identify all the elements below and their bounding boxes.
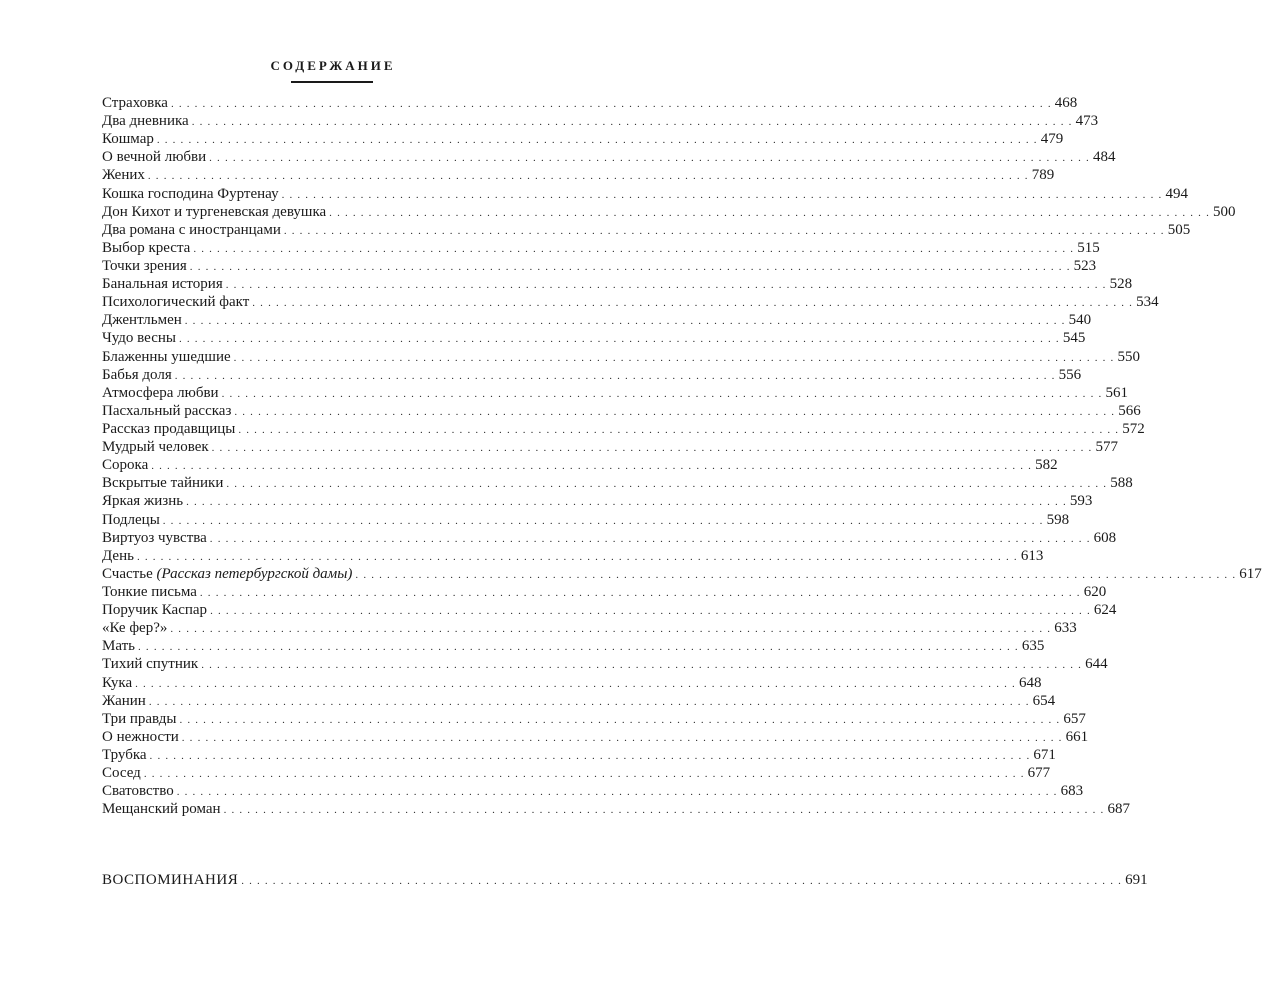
toc-entry: [102, 474, 1133, 492]
entry-page-number: 593: [1069, 493, 1093, 510]
entry-title-text: Тихий спутник: [102, 656, 199, 673]
entry-title-text: Сорока: [102, 457, 149, 474]
toc-entry: [102, 529, 1117, 547]
entry-title: [102, 366, 172, 384]
toc-entry: [102, 348, 1141, 366]
toc-entry: [102, 456, 1058, 474]
entry-title-text: Блаженны ушедшие: [102, 348, 231, 365]
entry-page-number: 644: [1085, 656, 1108, 673]
entry-title: [102, 619, 167, 637]
toc-entry: [102, 492, 1093, 510]
dot-leader: . . . . . . . . . . . . . . . . . . . . . . . . . . . . . . . . . . . . . . . . . . . . . . . . . . . . . . . . . . . . . . . . . . . . . . . . . . . . . . . . . . . . . . . . . . . . . . . . . . . . . . . . . . . . . . . .: [170, 98, 1052, 110]
dot-leader: . . . . . . . . . . . . . . . . . . . . . . . . . . . . . . . . . . . . . . . . . . . . . . . . . . . . . . . . . . . . . . . . . . . . . . . . . . . . . . . . . . . . . . . . . . . . . . . . . . . . . . . . . . . . . . . .: [209, 152, 1091, 165]
entry-page-number: 534: [1136, 294, 1159, 311]
dot-leader: . . . . . . . . . . . . . . . . . . . . . . . . . . . . . . . . . . . . . . . . . . . . . . . . . . . . . . . . . . . . . . . . . . . . . . . . . . . . . . . . . . . . . . . . . . . . . . . . . . . . . . . . . . . . . . . .: [238, 423, 1120, 436]
entry-title-text: Подлецы: [102, 511, 160, 528]
toc-entry: [102, 746, 1056, 764]
toc-entry: [102, 402, 1141, 420]
dot-leader: . . . . . . . . . . . . . . . . . . . . . . . . . . . . . . . . . . . . . . . . . . . . . . . . . . . . . . . . . . . . . . . . . . . . . . . . . . . . . . . . . . . . . . . . . . . . . . . . . . . . . . . . . . . . . . . .: [184, 315, 1066, 328]
toc-entry: [102, 94, 1078, 112]
entry-title-text: Тонкие письма: [102, 583, 197, 600]
entry-page-number: 479: [1040, 131, 1064, 148]
toc-entry: [102, 583, 1107, 601]
dot-leader: . . . . . . . . . . . . . . . . . . . . . . . . . . . . . . . . . . . . . . . . . . . . . . . . . . . . . . . . . . . . . . . . . . . . . . . . . . . . . . . . . . . . . . . . . . . . . . . . . . . . . . . . . . . . . . . .: [223, 804, 1105, 817]
entry-title-text: Психологический факт: [102, 294, 250, 311]
toc-entry: [102, 674, 1042, 692]
entry-title-text: Жених: [102, 167, 145, 184]
entry-page-number: 671: [1033, 746, 1056, 763]
entry-title-text: Кошка господина Фуртенау: [102, 185, 279, 202]
entry-title-text: Сватовство: [102, 783, 174, 800]
table-of-contents: [102, 94, 1262, 818]
entry-title-text: Кошмар: [102, 131, 154, 148]
dot-leader: . . . . . . . . . . . . . . . . . . . . . . . . . . . . . . . . . . . . . . . . . . . . . . . . . . . . . . . . . . . . . . . . . . . . . . . . . . . . . . . . . . . . . . . . . . . . . . . . . . . . . . . . . . . . . . . .: [234, 405, 1116, 418]
entry-page-number: 550: [1117, 348, 1141, 365]
entry-title: [102, 94, 168, 112]
entry-page-number: 528: [1109, 276, 1133, 293]
entry-title: [102, 239, 190, 257]
entry-title: [102, 185, 279, 203]
entry-title: [102, 166, 145, 184]
entry-title: [102, 402, 231, 420]
toc-entry: [102, 185, 1188, 203]
page-header: [0, 58, 660, 83]
entry-page-number: 617: [1239, 565, 1262, 582]
entry-title-text: Виртуоз чувства: [102, 529, 207, 546]
dot-leader: . . . . . . . . . . . . . . . . . . . . . . . . . . . . . . . . . . . . . . . . . . . . . . . . . . . . . . . . . . . . . . . . . . . . . . . . . . . . . . . . . . . . . . . . . . . . . . . . . . . . . . . . . . . . . . . .: [209, 532, 1091, 545]
dot-leader: . . . . . . . . . . . . . . . . . . . . . . . . . . . . . . . . . . . . . . . . . . . . . . . . . . . . . . . . . . . . . . . . . . . . . . . . . . . . . . . . . . . . . . . . . . . . . . . . . . . . . . . . . . . . . . . .: [210, 605, 1091, 618]
dot-leader: . . . . . . . . . . . . . . . . . . . . . . . . . . . . . . . . . . . . . . . . . . . . . . . . . . . . . . . . . . . . . . . . . . . . . . . . . . . . . . . . . . . . . . . . . . . . . . . . . . . . . . . . . . . . . . . .: [329, 206, 1211, 219]
toc-entry: [102, 800, 1130, 818]
entry-title: [102, 655, 198, 673]
entry-page-number: 523: [1073, 257, 1097, 274]
entry-page-number: 566: [1118, 402, 1141, 419]
entry-title: [102, 148, 206, 166]
entry-title: [102, 112, 189, 130]
toc-entry: [102, 203, 1236, 221]
dot-leader: . . . . . . . . . . . . . . . . . . . . . . . . . . . . . . . . . . . . . . . . . . . . . . . . . . . . . . . . . . . . . . . . . . . . . . . . . . . . . . . . . . . . . . . . . . . . . . . . . . . . . . . . . . . . . . . .: [225, 279, 1107, 292]
entry-title: [102, 420, 235, 438]
entry-page-number: 657: [1063, 710, 1086, 727]
entry-subtitle: (Рассказ петербургской дамы): [156, 565, 353, 582]
dot-leader: . . . . . . . . . . . . . . . . . . . . . . . . . . . . . . . . . . . . . . . . . . . . . . . . . . . . . . . . . . . . . . . . . . . . . . . . . . . . . . . . . . . . . . . . . . . . . . . . . . . . . . . . . . . . . . . .: [156, 134, 1038, 147]
toc-entry: [102, 547, 1044, 565]
entry-title-text: Мудрый человек: [102, 439, 209, 456]
entry-title-text: Дон Кихот и тургеневская девушка: [102, 203, 327, 220]
entry-page-number: 484: [1093, 149, 1116, 166]
entry-page-number: 613: [1020, 547, 1044, 564]
entry-title: [102, 674, 132, 692]
entry-page-number: 661: [1065, 728, 1089, 745]
toc-entry: [102, 420, 1145, 438]
dot-leader: . . . . . . . . . . . . . . . . . . . . . . . . . . . . . . . . . . . . . . . . . . . . . . . . . . . . . . . . . . . . . . . . . . . . . . . . . . . . . . . . . . . . . . . . . . . . . . . . . . . . . . . . . . . . . . . .: [233, 351, 1115, 364]
toc-entry: [102, 221, 1191, 239]
entry-title: [102, 275, 223, 293]
dot-leader: . . . . . . . . . . . . . . . . . . . . . . . . . . . . . . . . . . . . . . . . . . . . . . . . . . . . . . . . . . . . . . . . . . . . . . . . . . . . . . . . . . . . . . . . . . . . . . . . . . . . . . . . . . . . . . . .: [189, 260, 1071, 273]
toc-entry: [102, 565, 1262, 583]
dot-leader: . . . . . . . . . . . . . . . . . . . . . . . . . . . . . . . . . . . . . . . . . . . . . . . . . . . . . . . . . . . . . . . . . . . . . . . . . . . . . . . . . . . . . . . . . . . . . . . . . . . . . . . . . . . . . . . .: [186, 496, 1067, 509]
entry-page-number: 582: [1035, 457, 1058, 474]
entry-page-number: 468: [1054, 95, 1078, 111]
entry-page-number: 540: [1068, 312, 1092, 329]
toc-entry: [102, 166, 1055, 184]
entry-title-text: О вечной любви: [102, 149, 207, 166]
section-title: ВОСПОМИНАНИЯ: [102, 872, 239, 888]
entry-page-number: 635: [1021, 638, 1045, 655]
dot-leader: . . . . . . . . . . . . . . . . . . . . . . . . . . . . . . . . . . . . . . . . . . . . . . . . . . . . . . . . . . . . . . . . . . . . . . . . . . . . . . . . . . . . . . . . . . . . . . . . . . . . . . . . . . . . . . . .: [201, 659, 1083, 672]
toc-entry: [102, 438, 1118, 456]
entry-title: [102, 293, 249, 311]
dot-leader: . . . . . . . . . . . . . . . . . . . . . . . . . . . . . . . . . . . . . . . . . . . . . . . . . . . . . . . . . . . . . . . . . . . . . . . . . . . . . . . . . . . . . . . . . . . . . . . . . . . . . . . . . . . . . . . .: [226, 478, 1108, 491]
entry-title-text: Точки зрения: [102, 257, 187, 274]
entry-page-number: 633: [1054, 620, 1077, 637]
toc-entry: [102, 782, 1084, 800]
entry-title-text: Два романа с иностранцами: [102, 221, 281, 238]
entry-title-text: День: [102, 547, 134, 564]
dot-leader: . . . . . . . . . . . . . . . . . . . . . . . . . . . . . . . . . . . . . . . . . . . . . . . . . . . . . . . . . . . . . . . . . . . . . . . . . . . . . . . . . . . . . . . . . . . . . . . . . . . . . . . . . . . . . . . .: [136, 550, 1018, 563]
page-title: СОДЕРЖАНИЕ: [270, 58, 396, 73]
entry-title: [102, 492, 183, 510]
entry-page-number: 620: [1083, 583, 1107, 600]
entry-title-text: Три правды: [102, 710, 177, 727]
entry-title: [102, 474, 223, 492]
entry-title: [102, 511, 160, 529]
entry-page-number: 683: [1060, 783, 1084, 800]
entry-title-text: Пасхальный рассказ: [102, 402, 232, 419]
entry-title: [102, 329, 176, 347]
entry-page-number: 588: [1110, 475, 1133, 492]
entry-page-number: 556: [1058, 366, 1082, 383]
entry-title-text: Счастье: [102, 565, 153, 582]
entry-title: [102, 583, 197, 601]
toc-section-entry: [102, 871, 1148, 890]
toc-entry: [102, 619, 1077, 637]
entry-title-text: Яркая жизнь: [102, 493, 184, 510]
toc-entry: [102, 601, 1117, 619]
toc-entry: [102, 130, 1064, 148]
dot-leader: . . . . . . . . . . . . . . . . . . . . . . . . . . . . . . . . . . . . . . . . . . . . . . . . . . . . . . . . . . . . . . . . . . . . . . . . . . . . . . . . . . . . . . . . . . . . . . . . . . . . . . . . . . . . . . . .: [181, 731, 1063, 744]
dot-leader: . . . . . . . . . . . . . . . . . . . . . . . . . . . . . . . . . . . . . . . . . . . . . . . . . . . . . . . . . . . . . . . . . . . . . . . . . . . . . . . . . . . . . . . . . . . . . . . . . . . . . . . . . . . . . . . .: [178, 333, 1060, 346]
toc-entry: [102, 293, 1159, 311]
entry-page-number: 500: [1213, 203, 1236, 220]
toc-entry: [102, 764, 1051, 782]
entry-title: [102, 456, 148, 474]
entry-page-number: 624: [1093, 602, 1117, 619]
dot-leader: . . . . . . . . . . . . . . . . . . . . . . . . . . . . . . . . . . . . . . . . . . . . . . . . . . . . . . . . . . . . . . . . . . . . . . . . . . . . . . . . . . . . . . . . . . . . . . . . . . . . . . . . . . . . . . . .: [162, 514, 1044, 527]
entry-page-number: 515: [1077, 239, 1100, 256]
entry-title: [102, 601, 207, 619]
dot-leader: . . . . . . . . . . . . . . . . . . . . . . . . . . . . . . . . . . . . . . . . . . . . . . . . . . . . . . . . . . . . . . . . . . . . . . . . . . . . . . . . . . . . . . . . . . . . . . . . . . . . . . . . . . . . . . . .: [211, 442, 1093, 455]
entry-page-number: 561: [1105, 384, 1128, 401]
dot-leader: . . . . . . . . . . . . . . . . . . . . . . . . . . . . . . . . . . . . . . . . . . . . . . . . . . . . . . . . . . . . . . . . . . . . . . . . . . . . . . . . . . . . . . . . . . . . . . . . . . . . . . . . . . . . . . . .: [135, 677, 1016, 690]
entry-title-text: Кука: [102, 674, 133, 691]
dot-leader: . . . . . . . . . . . . . . . . . . . . . . . . . . . . . . . . . . . . . . . . . . . . . . . . . . . . . . . . . . . . . . . . . . . . . . . . . . . . . . . . . . . . . . . . . . . . . . . . . . . . . . . . . . . . . . . .: [170, 623, 1052, 636]
toc-entry: [102, 275, 1133, 293]
toc-entry: [102, 148, 1116, 166]
entry-page-number: 598: [1046, 511, 1070, 528]
entry-title: [102, 782, 174, 800]
entry-title: [102, 728, 179, 746]
dot-leader: . . . . . . . . . . . . . . . . . . . . . . . . . . . . . . . . . . . . . . . . . . . . . . . . . . . . . . . . . . . . . . . . . . . . . . . . . . . . . . . . . . . . . . . . . . . . . . . . . . . . . . . . . . . . . . . .: [221, 387, 1103, 400]
dot-leader: . . . . . . . . . . . . . . . . . . . . . . . . . . . . . . . . . . . . . . . . . . . . . . . . . . . . . . . . . . . . . . . . . . . . . . . . . . . . . . . . . . . . . . . . . . . . . . . . . . . . . . . . . . . . . . . .: [176, 786, 1058, 799]
entry-title-text: Бабья доля: [102, 366, 172, 383]
dot-leader: . . . . . . . . . . . . . . . . . . . . . . . . . . . . . . . . . . . . . . . . . . . . . . . . . . . . . . . . . . . . . . . . . . . . . . . . . . . . . . . . . . . . . . . . . . . . . . . . . . . . . . . . . . . . . . . .: [199, 586, 1081, 599]
dot-leader: . . . . . . . . . . . . . . . . . . . . . . . . . . . . . . . . . . . . . . . . . . . . . . . . . . . . . . . . . . . . . . . . . . . . . . . . . . . . . . . . . . . . . . . . . . . . . . . . . . . . . . . . . . . . . . . .: [355, 568, 1237, 581]
entry-title: [102, 348, 231, 366]
entry-page-number: 577: [1095, 439, 1118, 456]
dot-leader: . . . . . . . . . . . . . . . . . . . . . . . . . . . . . . . . . . . . . . . . . . . . . . . . . . . . . . . . . . . . . . . . . . . . . . . . . . . . . . . . . . . . . . . . . . . . . . . . . . . . . . . . . . . . . . . .: [191, 116, 1073, 129]
entry-page-number: 545: [1062, 330, 1086, 347]
entry-title: [102, 764, 141, 782]
dot-leader: . . . . . . . . . . . . . . . . . . . . . . . . . . . . . . . . . . . . . . . . . . . . . . . . . . . . . . . . . . . . . . . . . . . . . . . . . . . . . . . . . . . . . . . . . . . . . . . . . . . . . . . . . . . . . . . .: [147, 170, 1029, 183]
entry-title: [102, 800, 221, 818]
entry-title: [102, 221, 281, 239]
toc-entry: [102, 511, 1070, 529]
entry-title: [102, 529, 207, 547]
dot-leader: . . . . . . . . . . . . . . . . . . . . . . . . . . . . . . . . . . . . . . . . . . . . . . . . . . . . . . . . . . . . . . . . . . . . . . . . . . . . . . . . . . . . . . . . . . . . . . . . . . . . . . . . . . . . . . . .: [241, 875, 1123, 887]
dot-leader: . . . . . . . . . . . . . . . . . . . . . . . . . . . . . . . . . . . . . . . . . . . . . . . . . . . . . . . . . . . . . . . . . . . . . . . . . . . . . . . . . . . . . . . . . . . . . . . . . . . . . . . . . . . . . . . .: [174, 369, 1056, 382]
dot-leader: . . . . . . . . . . . . . . . . . . . . . . . . . . . . . . . . . . . . . . . . . . . . . . . . . . . . . . . . . . . . . . . . . . . . . . . . . . . . . . . . . . . . . . . . . . . . . . . . . . . . . . . . . . . . . . . .: [138, 641, 1019, 654]
dot-leader: . . . . . . . . . . . . . . . . . . . . . . . . . . . . . . . . . . . . . . . . . . . . . . . . . . . . . . . . . . . . . . . . . . . . . . . . . . . . . . . . . . . . . . . . . . . . . . . . . . . . . . . . . . . . . . . .: [283, 224, 1165, 237]
entry-title-text: Банальная история: [102, 276, 223, 293]
toc-entry: [102, 366, 1082, 384]
entry-title: [102, 746, 147, 764]
toc-entry: [102, 384, 1128, 402]
entry-title: [102, 384, 219, 402]
entry-title-text: Сосед: [102, 765, 141, 782]
title-underline: [291, 81, 373, 83]
entry-title: [102, 203, 326, 221]
entry-title: [102, 710, 176, 728]
entry-title-text: Поручик Каспар: [102, 602, 208, 619]
entry-title-text: Два дневника: [102, 113, 189, 130]
dot-leader: . . . . . . . . . . . . . . . . . . . . . . . . . . . . . . . . . . . . . . . . . . . . . . . . . . . . . . . . . . . . . . . . . . . . . . . . . . . . . . . . . . . . . . . . . . . . . . . . . . . . . . . . . . . . . . . .: [252, 297, 1134, 310]
dot-leader: . . . . . . . . . . . . . . . . . . . . . . . . . . . . . . . . . . . . . . . . . . . . . . . . . . . . . . . . . . . . . . . . . . . . . . . . . . . . . . . . . . . . . . . . . . . . . . . . . . . . . . . . . . . . . . . .: [149, 749, 1031, 762]
entry-title: [102, 130, 154, 148]
entry-title: [102, 565, 352, 583]
entry-page-number: 473: [1075, 113, 1099, 130]
entry-title-text: Мать: [102, 638, 136, 655]
dot-leader: . . . . . . . . . . . . . . . . . . . . . . . . . . . . . . . . . . . . . . . . . . . . . . . . . . . . . . . . . . . . . . . . . . . . . . . . . . . . . . . . . . . . . . . . . . . . . . . . . . . . . . . . . . . . . . . .: [148, 695, 1030, 708]
entry-title-text: Атмосфера любви: [102, 384, 219, 401]
section-page-number: 691: [1125, 872, 1148, 888]
entry-page-number: 505: [1167, 221, 1191, 238]
toc-entry: [102, 692, 1056, 710]
entry-page-number: 608: [1093, 529, 1117, 546]
entry-page-number: 648: [1018, 674, 1042, 691]
toc-entry: [102, 710, 1086, 728]
entry-title-text: Рассказ продавщицы: [102, 420, 236, 437]
entry-title: [102, 257, 187, 275]
entry-page-number: 677: [1027, 765, 1051, 782]
dot-leader: . . . . . . . . . . . . . . . . . . . . . . . . . . . . . . . . . . . . . . . . . . . . . . . . . . . . . . . . . . . . . . . . . . . . . . . . . . . . . . . . . . . . . . . . . . . . . . . . . . . . . . . . . . . . . . . .: [179, 713, 1061, 726]
entry-title: [102, 547, 134, 565]
entry-page-number: 654: [1032, 692, 1056, 709]
toc-entry: [102, 728, 1089, 746]
entry-title-text: Выбор креста: [102, 239, 191, 256]
entry-title-text: Трубка: [102, 746, 147, 763]
entry-title-text: Джентльмен: [102, 312, 182, 329]
entry-title: [102, 692, 146, 710]
entry-title-text: Вскрытые тайники: [102, 475, 224, 492]
dot-leader: . . . . . . . . . . . . . . . . . . . . . . . . . . . . . . . . . . . . . . . . . . . . . . . . . . . . . . . . . . . . . . . . . . . . . . . . . . . . . . . . . . . . . . . . . . . . . . . . . . . . . . . . . . . . . . . .: [143, 768, 1025, 781]
entry-title-text: «Ке фер?»: [102, 620, 168, 637]
dot-leader: . . . . . . . . . . . . . . . . . . . . . . . . . . . . . . . . . . . . . . . . . . . . . . . . . . . . . . . . . . . . . . . . . . . . . . . . . . . . . . . . . . . . . . . . . . . . . . . . . . . . . . . . . . . . . . . .: [151, 460, 1033, 473]
entry-title-text: О нежности: [102, 728, 179, 745]
toc-entry: [102, 329, 1086, 347]
entry-title: [102, 637, 135, 655]
entry-title-text: Страховка: [102, 95, 168, 111]
entry-title: [102, 438, 209, 456]
entry-page-number: 687: [1107, 801, 1130, 818]
entry-title-text: Жанин: [102, 692, 146, 709]
entry-page-number: 789: [1031, 167, 1055, 184]
entry-page-number: 572: [1122, 420, 1145, 437]
toc-entry: [102, 655, 1108, 673]
toc-entry: [102, 112, 1099, 130]
toc-entry: [102, 311, 1092, 329]
toc-entry: [102, 257, 1097, 275]
entry-page-number: 494: [1165, 185, 1188, 202]
dot-leader: . . . . . . . . . . . . . . . . . . . . . . . . . . . . . . . . . . . . . . . . . . . . . . . . . . . . . . . . . . . . . . . . . . . . . . . . . . . . . . . . . . . . . . . . . . . . . . . . . . . . . . . . . . . . . . . .: [193, 242, 1075, 255]
entry-title-text: Чудо весны: [102, 330, 176, 347]
dot-leader: . . . . . . . . . . . . . . . . . . . . . . . . . . . . . . . . . . . . . . . . . . . . . . . . . . . . . . . . . . . . . . . . . . . . . . . . . . . . . . . . . . . . . . . . . . . . . . . . . . . . . . . . . . . . . . . .: [281, 188, 1163, 201]
toc-entry: [102, 239, 1100, 257]
entry-title-text: Мещанский роман: [102, 801, 221, 818]
entry-title: [102, 311, 182, 329]
toc-entry: [102, 637, 1045, 655]
